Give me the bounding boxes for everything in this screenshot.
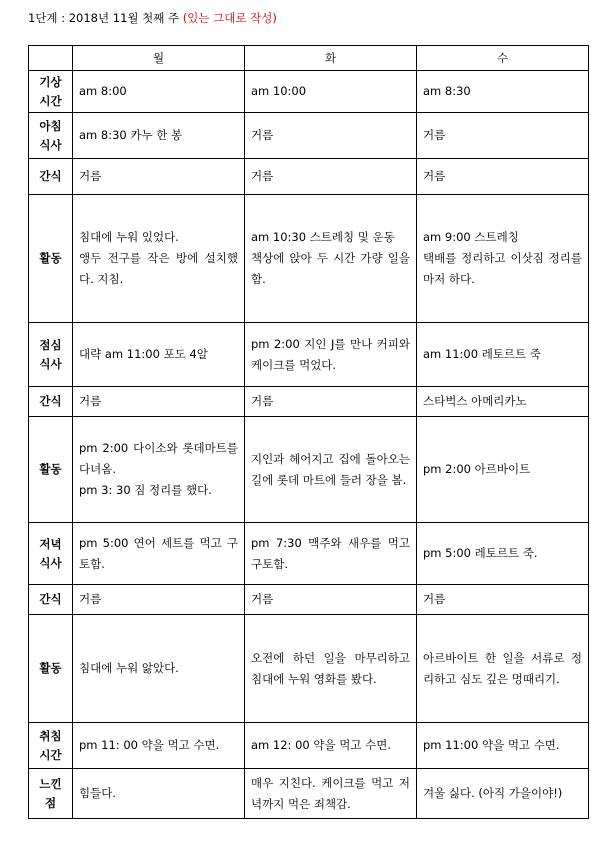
cell-text: 거름 [251,592,274,606]
row-label-line: 기상 [39,74,62,89]
cell-activity-3-mon [73,615,245,723]
cell-lunch-wed [417,323,589,387]
cell-text: 거름 [251,394,274,408]
row-label-line: 아침 [39,118,62,133]
cell-snack-2-tue [245,387,417,417]
row-label-line: 간식 [39,592,62,606]
row-dinner [29,523,589,585]
row-snack-1 [29,159,589,195]
row-label-line: 점심 [39,337,62,352]
cell-text: 거름 [79,169,102,183]
cell-snack-1-mon [73,159,245,195]
cell-activity-1-tue [245,195,417,323]
row-label-reflection [29,769,73,819]
heading-note: (있는 그대로 작성) [182,11,277,25]
row-snack-3 [29,585,589,615]
cell-breakfast-mon [73,113,245,159]
cell-text: pm 2:00 아르바이트 [423,462,531,476]
cell-lunch-mon [73,323,245,387]
row-label-line: 느낀 [39,776,62,791]
row-lunch [29,323,589,387]
cell-activity-3-tue [245,615,417,723]
cell-activity-1-mon [73,195,245,323]
row-label-lunch [29,323,73,387]
cell-text: 거름 [251,128,274,142]
cell-text: am 8:30 카누 한 봉 [79,128,183,142]
cell-text: 침대에 누워 있었다. [79,230,179,244]
cell-text: 침대에 누워 앓았다. [79,661,179,675]
row-label-line: 시간 [39,93,62,108]
weekly-schedule-table [28,45,589,819]
row-label-line: 식사 [39,555,62,570]
cell-activity-2-tue [245,417,417,523]
cell-text: 스타벅스 아메리카노 [423,394,527,408]
day-header-mon: 월 [73,46,245,71]
row-label-wake-time [29,71,73,113]
row-bed-time [29,723,589,769]
cell-text: pm 2:00 지인 J를 만나 커피와 케이크를 먹었다. [251,336,410,372]
cell-text: 앵두 전구를 작은 방에 설치했다. 지침. [79,251,238,286]
row-label-activity-1 [29,195,73,323]
cell-text: 책상에 앉아 두 시간 가량 일을 함. [251,251,410,286]
cell-breakfast-wed [417,113,589,159]
row-label-line: 간식 [39,169,62,183]
cell-text: pm 11:00 약을 먹고 수면. [423,738,560,752]
cell-snack-3-mon [73,585,245,615]
cell-text: 오전에 하던 일을 마무리하고 침대에 누워 영화를 봤다. [251,650,410,686]
cell-bed-time-tue [245,723,417,769]
cell-snack-1-tue [245,159,417,195]
corner-cell [29,46,73,71]
row-label-dinner [29,523,73,585]
cell-activity-3-wed [417,615,589,723]
cell-snack-3-tue [245,585,417,615]
cell-text: am 8:30 [423,84,471,98]
cell-text: 아르바이트 한 일을 서류로 정리하고 심도 깊은 멍때리기. [423,650,582,686]
cell-text: 겨울 싫다. (아직 가을이야!) [423,786,563,800]
cell-reflection-wed [417,769,589,819]
cell-text: pm 5:00 레토르트 죽. [423,546,538,560]
row-label-line: 저녁 [39,536,62,551]
day-header-wed: 수 [417,46,589,71]
cell-activity-2-mon [73,417,245,523]
row-label-line: 활동 [39,462,62,476]
cell-text: am 10:00 [251,84,307,98]
page-heading [28,10,277,26]
cell-reflection-mon [73,769,245,819]
cell-text: 매우 지친다. 케이크를 먹고 저녁까지 먹은 죄책감. [251,775,410,811]
cell-text: am 8:00 [79,84,127,98]
cell-breakfast-tue [245,113,417,159]
row-snack-2 [29,387,589,417]
cell-text: 거름 [79,592,102,606]
cell-bed-time-wed [417,723,589,769]
row-activity-2 [29,417,589,523]
cell-wake-time-mon [73,71,245,113]
row-label-line: 취침 [39,728,62,743]
cell-activity-1-wed [417,195,589,323]
cell-wake-time-wed [417,71,589,113]
cell-bed-time-mon [73,723,245,769]
cell-text: 거름 [423,128,446,142]
row-activity-1 [29,195,589,323]
cell-text: pm 3: 30 짐 정리를 했다. [79,483,212,497]
row-label-activity-2 [29,417,73,523]
row-label-activity-3 [29,615,73,723]
row-label-breakfast [29,113,73,159]
row-label-line: 점 [44,795,57,810]
cell-text: pm 5:00 연어 세트를 먹고 구토함. [79,535,238,571]
cell-reflection-tue [245,769,417,819]
row-label-snack-2 [29,387,73,417]
row-reflection [29,769,589,819]
row-label-line: 간식 [39,394,62,408]
cell-activity-2-wed [417,417,589,523]
heading-main: 1단계 : 2018년 11월 첫째 주 [28,11,183,25]
cell-text: am 12: 00 약을 먹고 수면. [251,738,391,752]
cell-dinner-wed [417,523,589,585]
day-header-row [29,46,589,71]
row-label-snack-1 [29,159,73,195]
cell-text: 대략 am 11:00 포도 4알 [79,347,208,361]
cell-snack-1-wed [417,159,589,195]
cell-wake-time-tue [245,71,417,113]
cell-text: 거름 [79,394,102,408]
cell-text: am 11:00 레토르트 죽 [423,347,541,361]
row-label-bed-time [29,723,73,769]
row-wake-time [29,71,589,113]
row-label-line: 시간 [39,747,62,762]
cell-text: 힘들다. [79,786,116,800]
cell-snack-2-wed [417,387,589,417]
row-breakfast [29,113,589,159]
schedule-body [29,71,589,819]
row-label-line: 활동 [39,661,62,675]
row-activity-3 [29,615,589,723]
row-label-line: 활동 [39,251,62,265]
day-header-tue: 화 [245,46,417,71]
cell-text: 택배를 정리하고 이삿짐 정리를 마저 하다. [423,251,582,286]
row-label-line: 식사 [39,356,62,371]
cell-text: pm 7:30 맥주와 새우를 먹고 구토함. [251,535,410,571]
row-label-line: 식사 [39,137,62,152]
cell-dinner-mon [73,523,245,585]
cell-text: am 9:00 스트레칭 [423,230,519,244]
cell-text: 거름 [251,169,274,183]
cell-text: pm 11: 00 약을 먹고 수면. [79,738,220,752]
cell-dinner-tue [245,523,417,585]
row-label-snack-3 [29,585,73,615]
cell-text: am 10:30 스트레칭 및 운동 [251,230,395,244]
cell-text: 거름 [423,169,446,183]
cell-text: 지인과 헤어지고 집에 돌아오는 길에 롯데 마트에 들러 장을 봄. [251,451,410,487]
cell-snack-2-mon [73,387,245,417]
cell-text: 거름 [423,592,446,606]
cell-text: pm 2:00 다이소와 롯데마트를 다녀옴. [79,441,238,476]
cell-lunch-tue [245,323,417,387]
cell-snack-3-wed [417,585,589,615]
